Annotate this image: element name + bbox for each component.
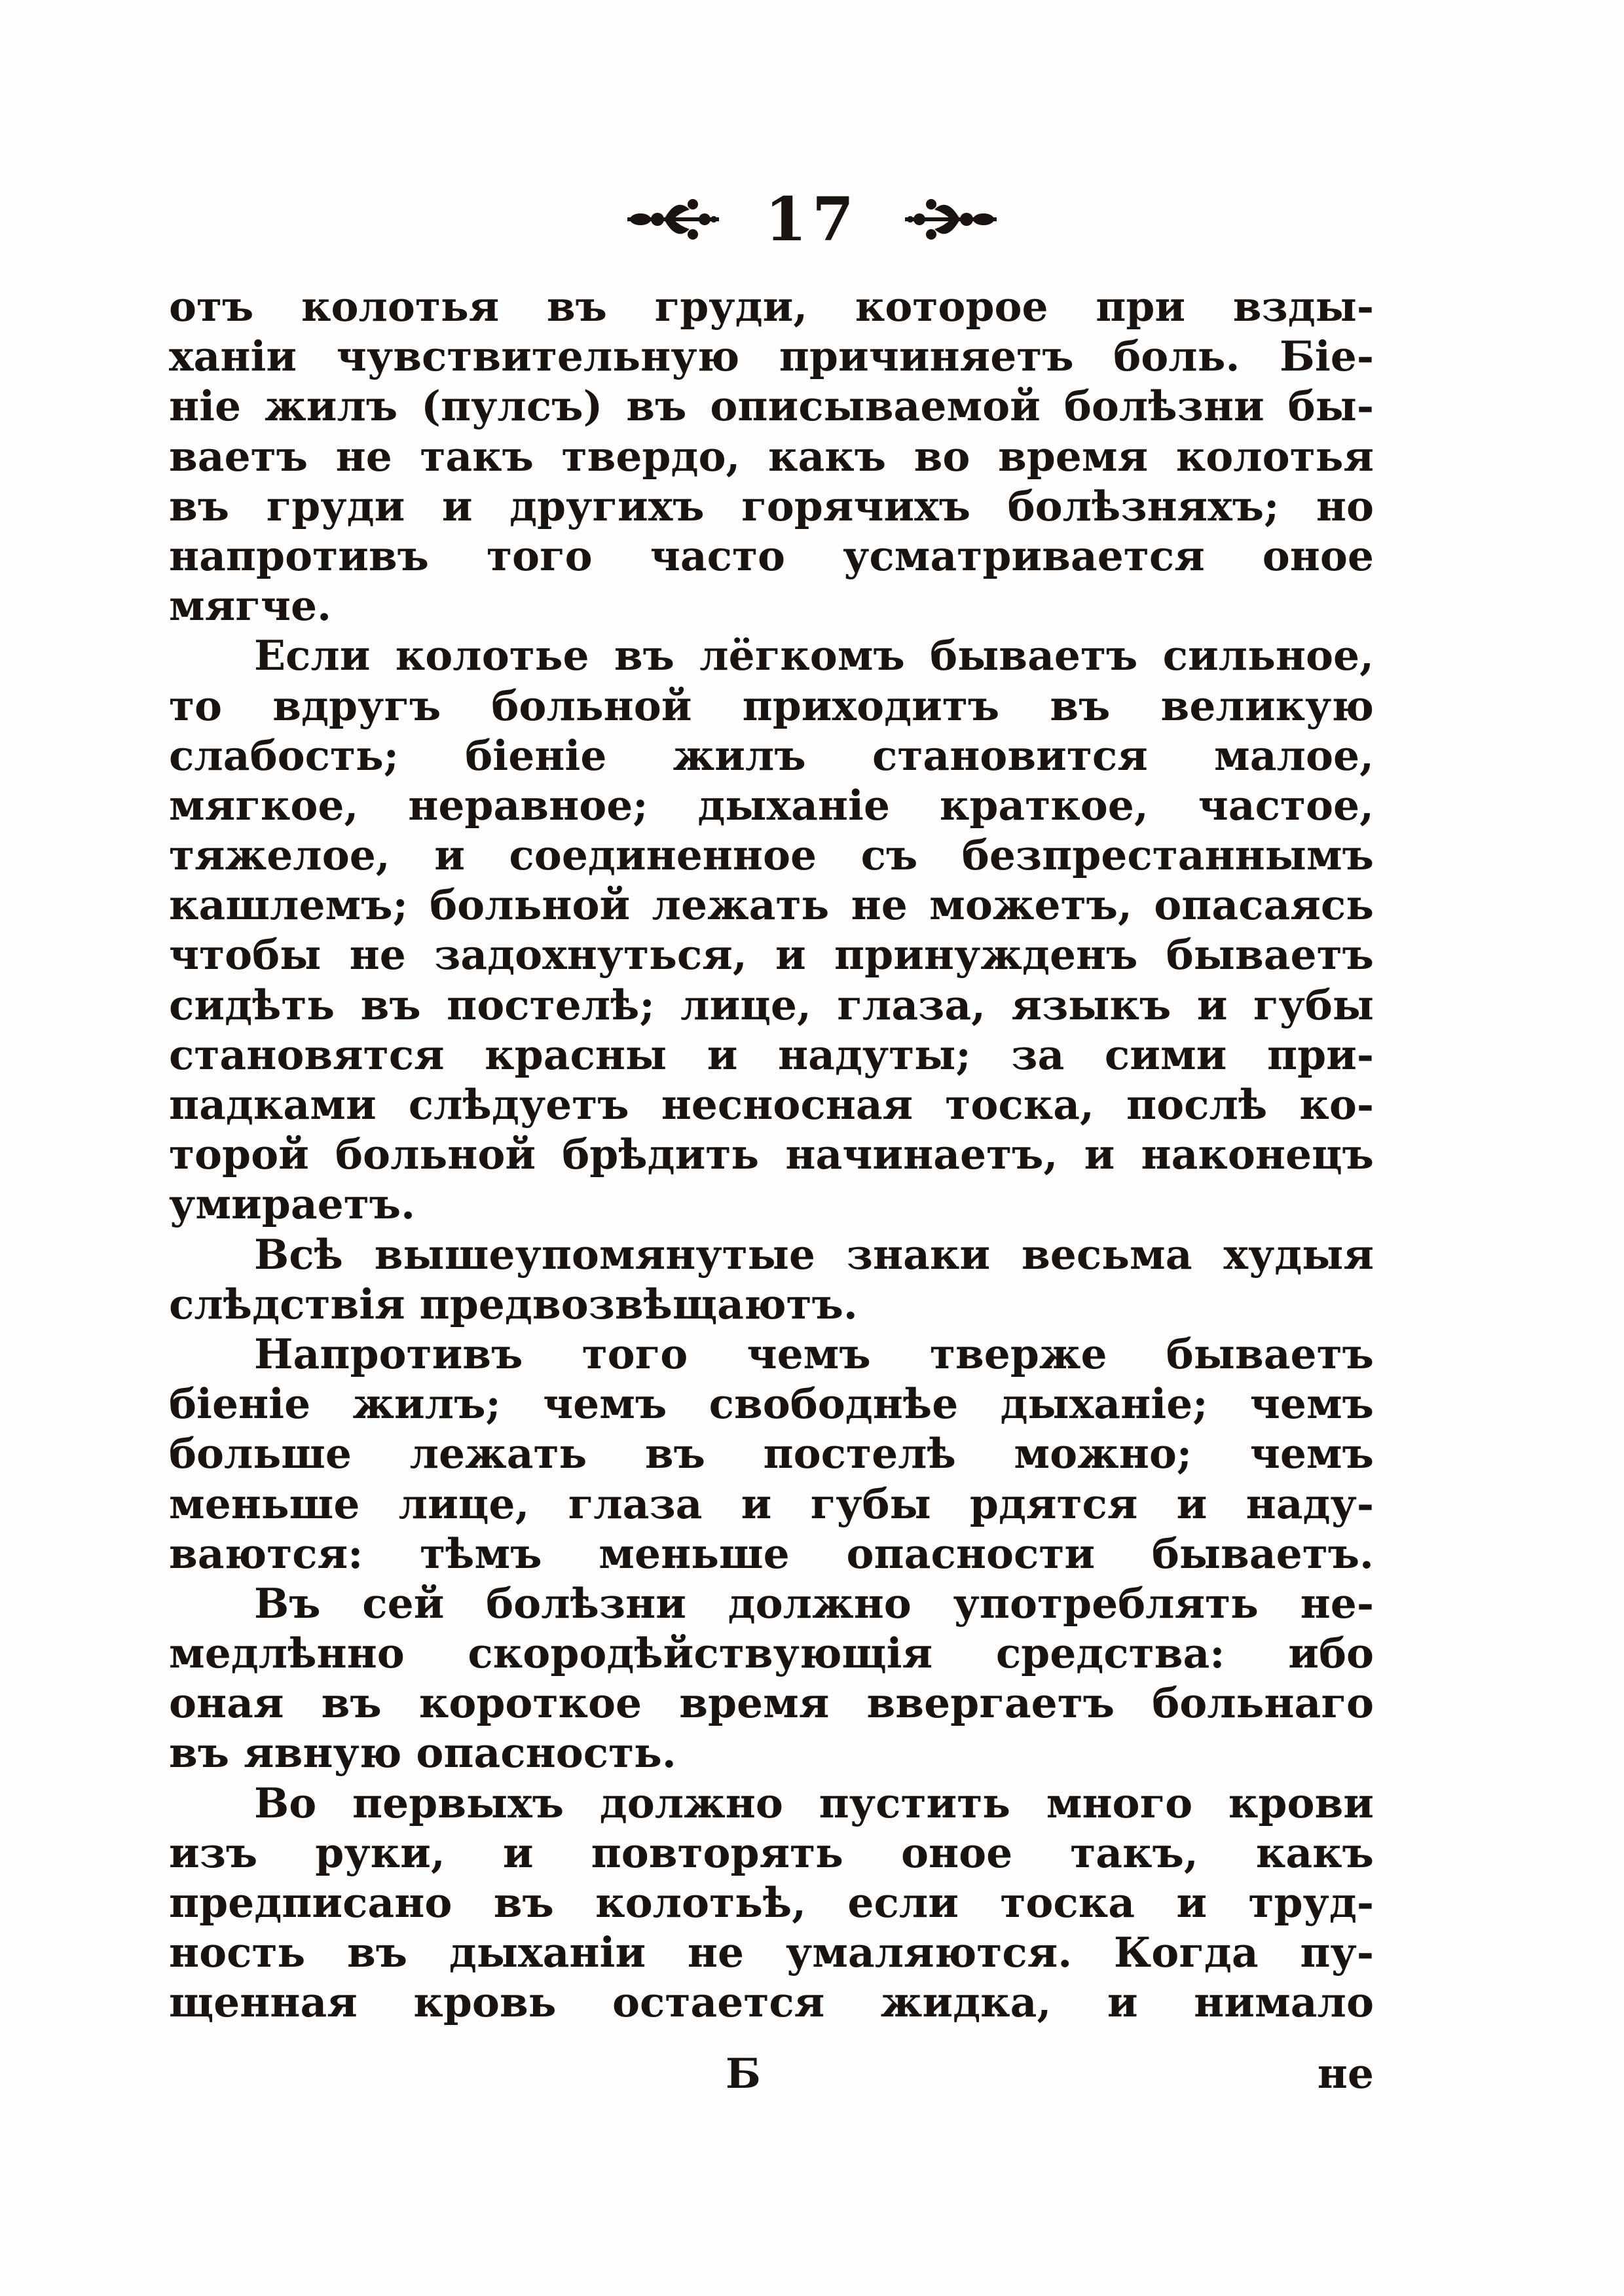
- text-line: изъ руки, и повторять оное такъ, какъ: [169, 1828, 1374, 1877]
- text-line: ваетъ не такъ твердо, какъ во время колотья: [169, 431, 1374, 481]
- fleuron-right-icon: [905, 190, 997, 249]
- text-line: то вдругъ больной приходитъ въ великую: [169, 681, 1374, 730]
- text-line: Если колотье въ лёгкомъ бываетъ сильное,: [254, 631, 1374, 680]
- text-line: падками слѣдуетъ несносная тоска, послѣ ко-: [169, 1080, 1374, 1129]
- text-line: слѣдствія предвозвѣщаютъ.: [169, 1279, 858, 1328]
- text-line: щенная кровь остается жидка, и нимало: [169, 1978, 1374, 2027]
- page-number: 17: [764, 184, 860, 255]
- text-line: чтобы не задохнуться, и принужденъ бываетъ: [169, 930, 1374, 979]
- text-line: ваются: тѣмъ меньше опасности бываетъ.: [169, 1529, 1374, 1578]
- text-line: умираетъ.: [169, 1180, 416, 1229]
- text-line: отъ колотья въ груди, которое при взды-: [169, 282, 1374, 331]
- text-line: напротивъ того часто усматривается оное: [169, 531, 1374, 580]
- text-line: мягкое, неравное; дыханіе краткое, частое,: [169, 780, 1374, 829]
- text-line: ханіи чувствительную причиняетъ боль. Біе-: [169, 332, 1374, 381]
- page-body-text: [169, 282, 1374, 2028]
- catchword: не: [1317, 2049, 1374, 2098]
- page-header: [0, 177, 1624, 262]
- text-line: слабость; біеніе жилъ становится малое,: [169, 731, 1374, 780]
- text-line: сидѣть въ постелѣ; лице, глаза, языкъ и губы: [169, 980, 1374, 1029]
- text-line: становятся красны и надуты; за сими при-: [169, 1030, 1374, 1079]
- text-line: медлѣнно скородѣйствующія средства: ибо: [169, 1629, 1374, 1678]
- text-line: ніе жилъ (пулсъ) въ описываемой болѣзни бы-: [169, 382, 1374, 431]
- text-line: въ явную опасность.: [169, 1728, 676, 1777]
- text-line: кашлемъ; больной лежать не можетъ, опасаясь: [169, 881, 1374, 930]
- text-line: ность въ дыханіи не умаляются. Когда пу-: [169, 1928, 1374, 1977]
- text-line: Напротивъ того чемъ тверже бываетъ: [254, 1329, 1374, 1378]
- text-line: Въ сей болѣзни должно употреблять не-: [254, 1578, 1374, 1628]
- text-line: въ груди и другихъ горячихъ болѣзняхъ; но: [169, 481, 1374, 530]
- text-line: Во первыхъ должно пустить много крови: [254, 1778, 1374, 1827]
- text-line: меньше лице, глаза и губы рдятся и наду-: [169, 1479, 1374, 1528]
- text-line: тяжелое, и соединенное съ безпрестаннымъ: [169, 831, 1374, 880]
- text-line: предписано въ колотьѣ, если тоска и труд-: [169, 1878, 1374, 1927]
- signature-mark: Б: [726, 2049, 761, 2098]
- text-line: оная въ короткое время ввергаетъ больнаго: [169, 1679, 1374, 1728]
- text-line: больше лежать въ постелѣ можно; чемъ: [169, 1429, 1374, 1478]
- text-line: біеніе жилъ; чемъ свободнѣе дыханіе; чемъ: [169, 1379, 1374, 1429]
- text-line: Всѣ вышеупомянутые знаки весьма худыя: [254, 1230, 1374, 1279]
- page-footer: [169, 2049, 1374, 2108]
- text-line: торой больной брѣдить начинаетъ, и наконецъ: [169, 1130, 1374, 1179]
- fleuron-left-icon: [627, 190, 719, 249]
- text-line: мягче.: [169, 581, 332, 630]
